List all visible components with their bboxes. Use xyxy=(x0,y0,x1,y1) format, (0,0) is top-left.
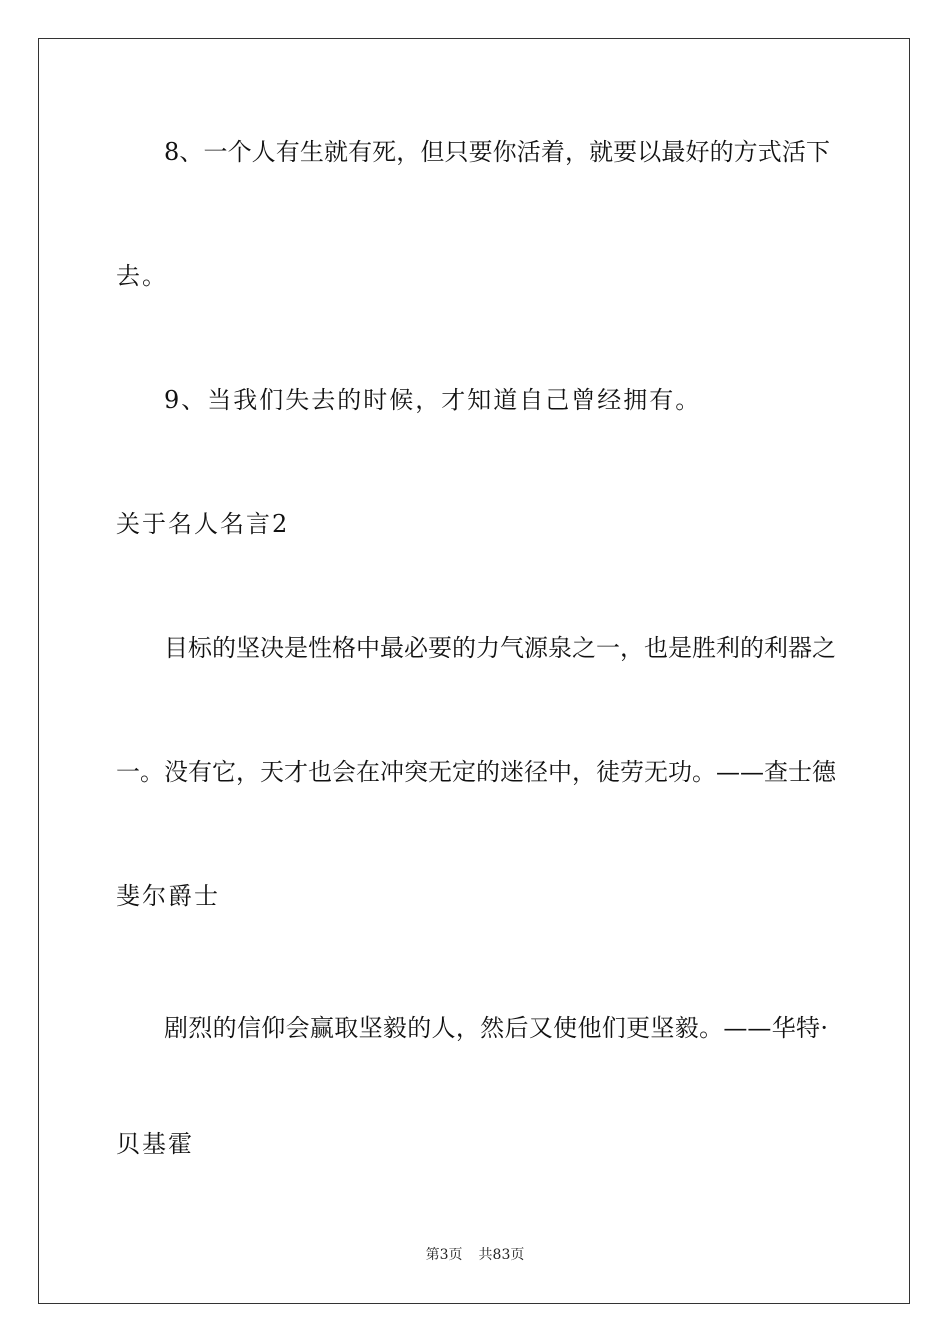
quote-8-line-2: 去。 xyxy=(116,262,168,290)
page-total: 共83页 xyxy=(478,1247,525,1263)
section-heading: 关于名人名言2 xyxy=(116,510,290,538)
paragraph-2-line-2: 贝基霍 xyxy=(116,1130,194,1158)
page-border xyxy=(38,38,910,1304)
paragraph-1-line-3: 斐尔爵士 xyxy=(116,882,220,910)
quote-8-line-1: 8、一个人有生就有死，但只要你活着，就要以最好的方式活下 xyxy=(164,138,830,166)
quote-9: 9、当我们失去的时候，才知道自己曾经拥有。 xyxy=(164,386,702,414)
paragraph-1-line-2: 一。没有它，天才也会在冲突无定的迷径中，徒劳无功。——查士德 xyxy=(116,758,836,786)
page-number: 第3页 xyxy=(425,1247,463,1263)
paragraph-1-line-1: 目标的坚决是性格中最必要的力气源泉之一，也是胜利的利器之 xyxy=(164,634,836,662)
paragraph-2-line-1: 剧烈的信仰会赢取坚毅的人，然后又使他们更坚毅。——华特· xyxy=(164,1014,828,1042)
page-footer xyxy=(0,1245,950,1265)
